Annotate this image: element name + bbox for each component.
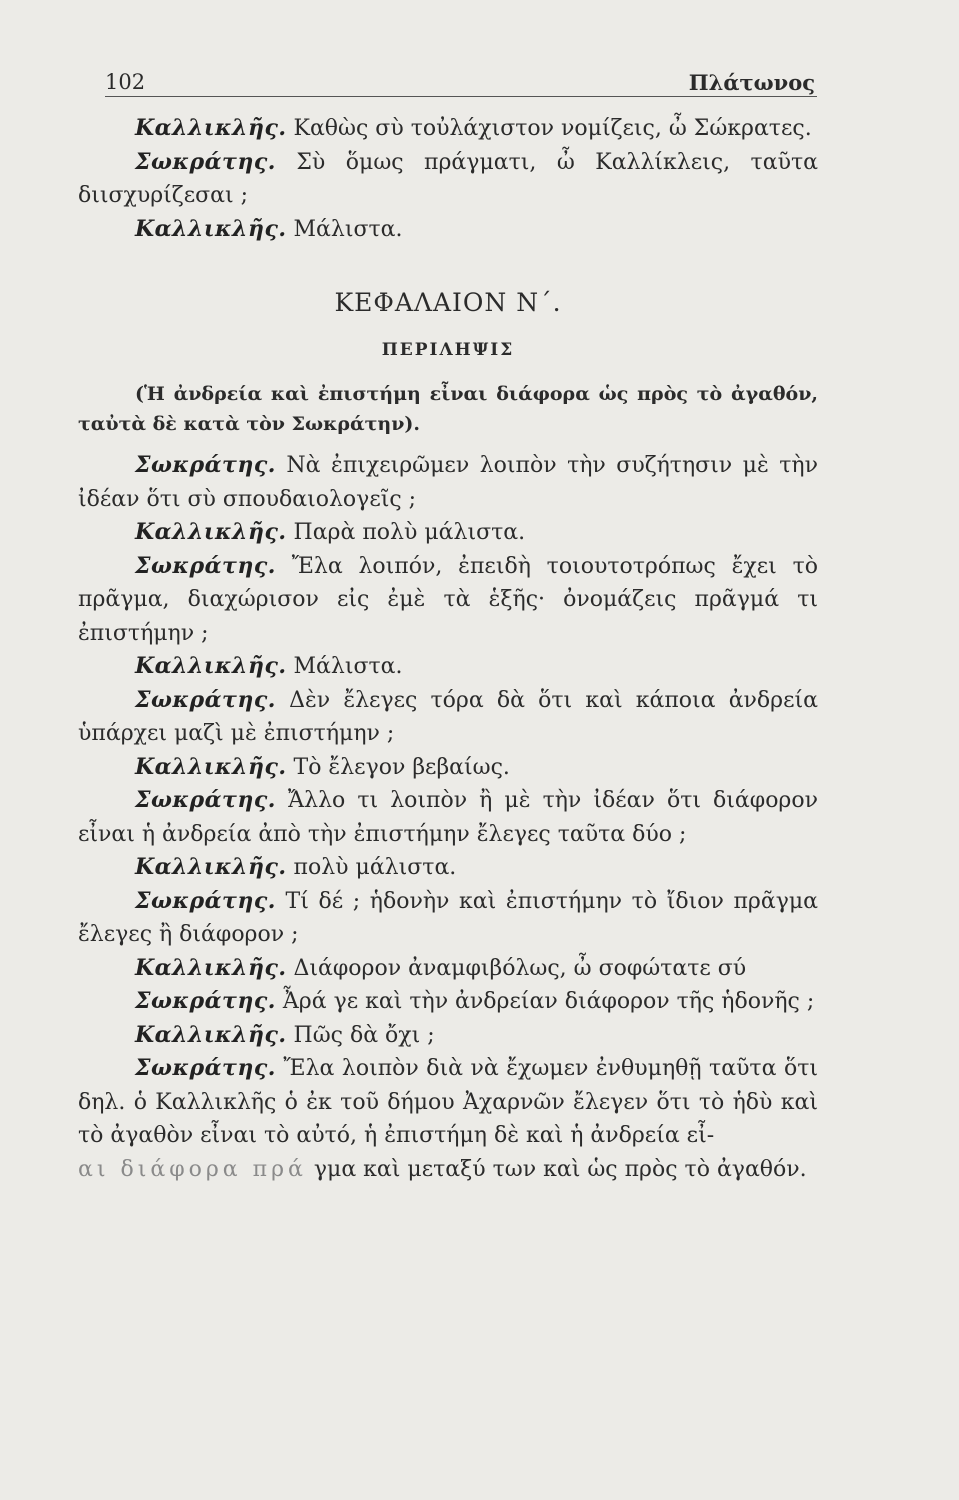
speaker-label: Καλλικλῆς. bbox=[135, 753, 287, 780]
body-text bbox=[78, 112, 818, 1186]
summary-heading: ΠΕΡΙΛΗΨΙΣ bbox=[381, 339, 515, 360]
speaker-label: Σωκράτης. bbox=[135, 1055, 276, 1081]
dialogue-line bbox=[78, 550, 818, 651]
dialogue-line bbox=[78, 784, 818, 851]
running-head bbox=[105, 66, 817, 97]
dialogue-line bbox=[78, 952, 818, 986]
speech-text: Ἔλα λοιπόν, ἐπειδὴ τοιουτοτρόπως ἔχει τὸ πρᾶγμα, διαχώρισον εἰς ἐμὲ τὰ ἑξῆς· ὀνομάζεις πρᾶγμά τι ἐπιστήμην ; bbox=[78, 553, 818, 646]
speech-text: Ἆρά γε καὶ τὴν ἀνδρείαν διάφορον τῆς ἡδονῆς ; bbox=[282, 989, 815, 1014]
dialogue-line bbox=[78, 1019, 818, 1053]
faded-text: αι διάφορα πρά bbox=[78, 1156, 307, 1182]
last-line-text: γμα καὶ μεταξύ των καὶ ὡς πρὸς τὸ ἀγαθόν. bbox=[313, 1156, 807, 1182]
dialogue-line bbox=[78, 751, 818, 785]
dialogue-line bbox=[78, 449, 818, 516]
speech-text: Δὲν ἔλεγες τόρα δὰ ὅτι καὶ κάποια ἀνδρεία ὑπάρχει μαζὶ μὲ ἐπιστήμην ; bbox=[78, 687, 818, 746]
dialogue-line bbox=[78, 851, 818, 885]
speech-text: Ἔλα λοιπὸν διὰ νὰ ἔχωμεν ἐνθυμηθῇ ταῦτα ὅτι δηλ. ὁ Καλλικλῆς ὁ ἐκ τοῦ δήμου Ἀχαρνῶν ἔλεγεν ὅτι τὸ ἡδὺ καὶ τὸ ἀγαθὸν εἶναι τὸ αὐτό, ἡ ἐπιστήμη δὲ καὶ ἡ ἀνδρεία εἶ- bbox=[78, 1056, 818, 1148]
dialogue-line bbox=[78, 650, 818, 684]
speaker-label: Καλλικλῆς. bbox=[135, 653, 287, 679]
speaker-label: Καλλικλῆς. bbox=[135, 215, 287, 242]
speech-text: Σὺ ὅμως πράγματι, ὦ Καλλίκλεις, ταῦτα διισχυρίζεσαι ; bbox=[78, 149, 818, 208]
running-title: Πλάτωνος bbox=[688, 70, 815, 95]
speaker-label: Σωκράτης. bbox=[135, 988, 276, 1014]
speech-text: Παρὰ πολὺ μάλιστα. bbox=[293, 520, 526, 545]
speaker-label: Σωκράτης. bbox=[135, 552, 276, 579]
chapter-heading: ΚΕΦΑΛΑΙΟΝ Ν΄. bbox=[334, 288, 562, 317]
speech-text: Διάφορον ἀναμφιβόλως, ὦ σοφώτατε σύ bbox=[293, 955, 747, 981]
speech-text: Πῶς δὰ ὄχι ; bbox=[293, 1022, 435, 1048]
last-line bbox=[78, 1153, 818, 1187]
speaker-label: Καλλικλῆς. bbox=[135, 519, 287, 545]
dialogue-line bbox=[78, 985, 818, 1019]
speech-text: πολὺ μάλιστα. bbox=[293, 855, 457, 880]
dialogue-line bbox=[78, 684, 818, 751]
dialogue-line bbox=[78, 146, 818, 213]
speech-text: Μάλιστα. bbox=[293, 654, 403, 679]
speaker-label: Σωκράτης. bbox=[135, 452, 276, 478]
speaker-label: Σωκράτης. bbox=[135, 686, 276, 713]
dialogue-line bbox=[78, 213, 818, 247]
speaker-label: Καλλικλῆς. bbox=[135, 1021, 287, 1048]
speech-text: Νὰ ἐπιχειρῶμεν λοιπὸν τὴν συζήτησιν μὲ τὴν ἰδέαν ὅτι σὺ σπουδαιολογεῖς ; bbox=[78, 453, 818, 512]
speech-text: Τί δέ ; ἡδονὴν καὶ ἐπιστήμην τὸ ἴδιον πρᾶγμα ἔλεγες ἢ διάφορον ; bbox=[78, 888, 818, 947]
speaker-label: Καλλικλῆς. bbox=[135, 954, 287, 981]
speaker-label: Καλλικλῆς. bbox=[135, 854, 287, 880]
speech-text: Μάλιστα. bbox=[293, 216, 403, 242]
page-number: 102 bbox=[105, 70, 146, 94]
dialogue-line bbox=[78, 112, 818, 146]
speech-text: Τὸ ἔλεγον βεβαίως. bbox=[293, 754, 510, 780]
speaker-label: Σωκράτης. bbox=[135, 887, 276, 914]
dialogue-line bbox=[78, 516, 818, 550]
dialogue-line bbox=[78, 1052, 818, 1153]
chapter-summary: (Ἡ ἀνδρεία καὶ ἐπιστήμη εἶναι διάφορα ὡς πρὸς τὸ ἀγαθόν, ταὐτὰ δὲ κατὰ τὸν Σωκράτην). bbox=[78, 383, 818, 435]
speaker-label: Σωκράτης. bbox=[135, 787, 276, 813]
speaker-label: Σωκράτης. bbox=[135, 148, 276, 175]
speaker-label: Καλλικλῆς. bbox=[135, 115, 287, 141]
speech-text: Καθὼς σὺ τοὐλάχιστον νομίζεις, ὦ Σώκρατες. bbox=[293, 116, 812, 141]
speech-text: Ἄλλο τι λοιπὸν ἢ μὲ τὴν ἰδέαν ὅτι διάφορον εἶναι ἡ ἀνδρεία ἀπὸ τὴν ἐπιστήμην ἔλεγες ταῦτα δύο ; bbox=[78, 788, 818, 847]
dialogue-line bbox=[78, 885, 818, 952]
